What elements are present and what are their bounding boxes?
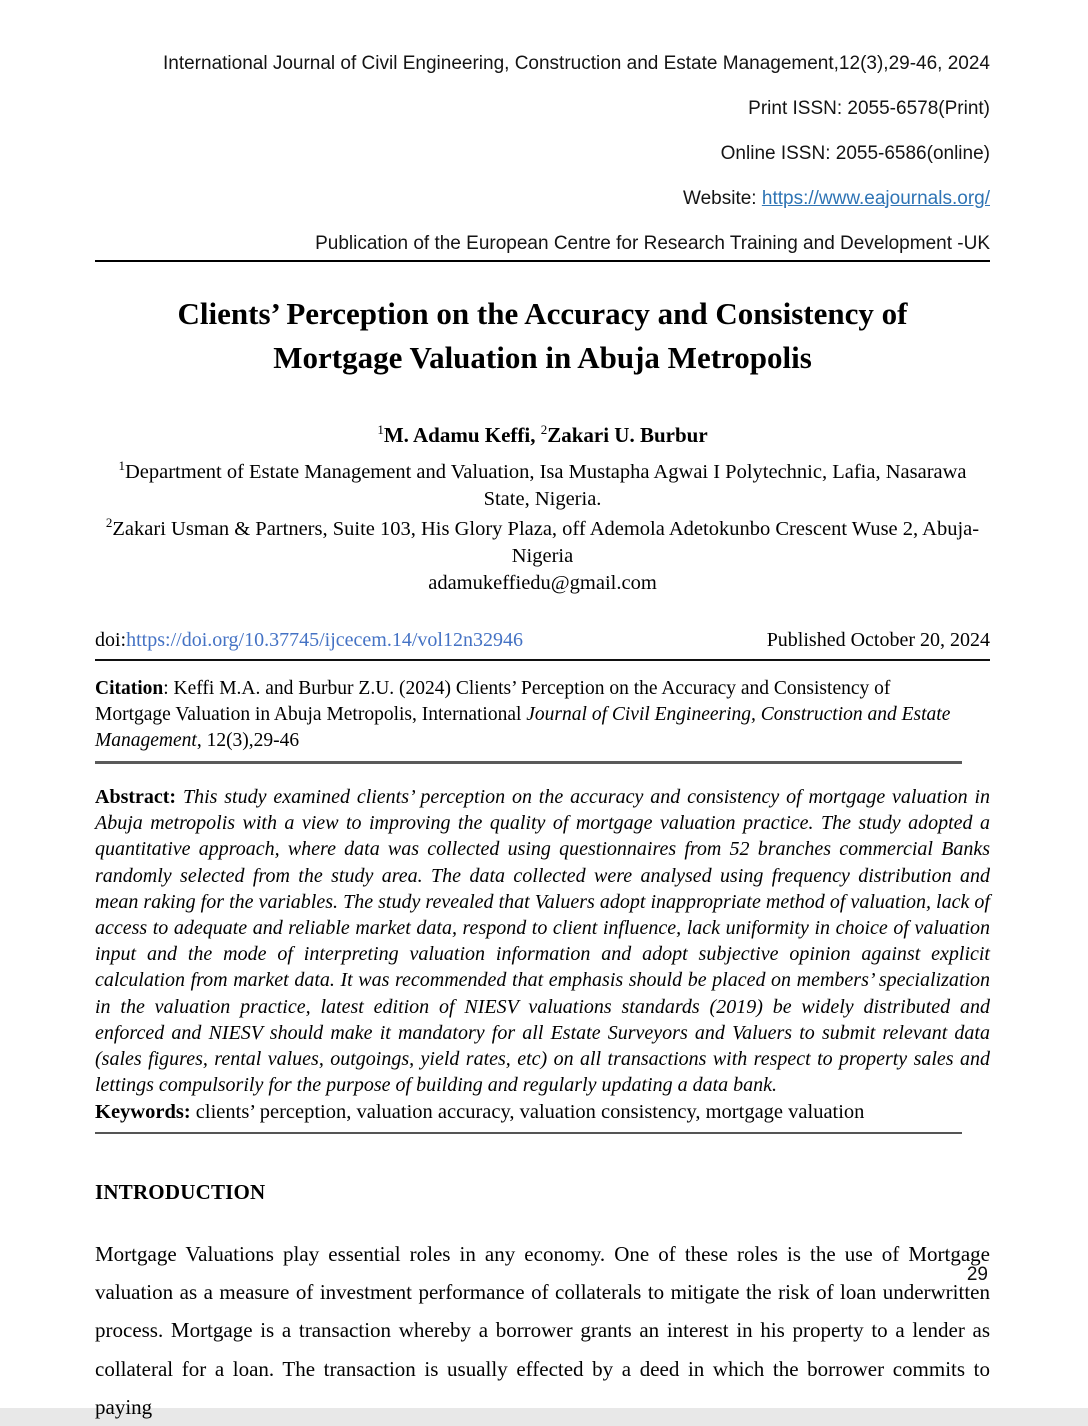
page-number: 29	[966, 1264, 988, 1285]
citation-journal-name: Journal of Civil Engineering, Construction and Estate Management	[95, 704, 951, 752]
journal-header	[95, 52, 990, 262]
affiliations-block	[95, 457, 990, 597]
introduction-paragraph: Mortgage Valuations play essential roles in any economy. One of these roles is the use of Mortgage valuation as a measure of investment performance of collaterals to mitigate the risk of loan underwritten process. Mortgage is a transaction whereby a borrower grants an interest in his property to a lender as collateral for a loan. The transaction is usually effected by a deed in which the borrower commits to paying	[95, 1241, 990, 1419]
author-email: adamukeffiedu@gmail.com	[428, 571, 657, 594]
doi-left	[95, 629, 523, 652]
affiliation-1-text: Department of Estate Management and Valuation, Isa Mustapha Agwai I Polytechnic, Lafia, Nasarawa State, Nigeria.	[124, 461, 967, 511]
publication-line: Publication of the European Centre for Research Training and Development -UK	[95, 232, 990, 262]
keywords-text: clients’ perception, valuation accuracy, valuation consistency, mortgage valuation	[195, 1101, 865, 1124]
abstract-block	[95, 784, 990, 1098]
doi-link[interactable]: https://doi.org/10.37745/ijcecem.14/vol12n32946	[126, 629, 523, 652]
citation-suffix: , 12(3),29-46	[196, 730, 300, 752]
authors-line	[95, 422, 990, 449]
author2-name: Zakari U. Burbur	[547, 423, 708, 448]
doi-label: doi:	[95, 629, 127, 652]
affiliation-2-superscript: 2	[105, 514, 113, 530]
author1-name: M. Adamu Keffi,	[383, 423, 536, 448]
author2-superscript: 2	[540, 422, 548, 438]
affiliation-1	[95, 457, 990, 513]
affiliation-2	[95, 514, 990, 570]
doi-row	[95, 629, 990, 661]
website-line	[95, 187, 990, 210]
keywords-label: Keywords:	[95, 1101, 191, 1124]
abstract-label: Abstract:	[95, 786, 177, 808]
website-label: Website:	[683, 188, 762, 209]
article-title-line2: Mortgage Valuation in Abuja Metropolis	[273, 340, 812, 376]
citation-block	[95, 676, 962, 764]
abstract-text: This study examined clients’ perception on the accuracy and consistency of mortgage valuation in Abuja metropolis with a view to improving the quality of mortgage valuation practice. The study adopted a quantitative approach, where data was collected using questionnaires from 52 branches commercial Banks randomly selected from the study area. The data collected were analysed using frequency distribution and mean raking for the variables. The study revealed that Valuers adopt inappropriate method of valuation, lack of access to adequate and reliable market data, respond to client influence, lack uniformity in choice of valuation input and the mode of interpreting valuation information and adopt subjective opinion against explicit calculation from market data. It was recommended that emphasis should be placed on members’ specialization in the valuation practice, latest edition of NIESV valuations standards (2019) be widely distributed and enforced and NIESV should make it mandatory for all Estate Surveyors and Valuers to submit relevant data (sales figures, rental values, outgoings, yield rates, etc) on all transactions with respect to property sales and lettings compulsorily for the purpose of building and regularly updating a data bank.	[95, 786, 991, 1097]
author1-superscript: 1	[377, 422, 384, 438]
citation-text: : Keffi M.A. and Burbur Z.U. (2024) Clients’ Perception on the Accuracy and Consistency of Mortgage Valuation in Abuja Metropolis, International	[95, 678, 891, 726]
keywords-line	[95, 1099, 962, 1134]
citation-label: Citation	[95, 678, 164, 700]
article-title-line1: Clients’ Perception on the Accuracy and Consistency of	[177, 296, 908, 331]
website-link[interactable]: https://www.eajournals.org/	[761, 188, 990, 209]
introduction-heading: INTRODUCTION	[95, 1179, 266, 1204]
published-date: Published October 20, 2024	[766, 629, 990, 652]
print-issn-line: Print ISSN: 2055-6578(Print)	[748, 98, 990, 119]
affiliation-2-text: Zakari Usman & Partners, Suite 103, His Glory Plaza, off Ademola Adetokunbo Crescent Wuse 2, Abuja-Nigeria	[112, 517, 980, 567]
article-title	[95, 292, 990, 380]
online-issn-line: Online ISSN: 2055-6586(online)	[720, 143, 990, 164]
affiliation-1-superscript: 1	[118, 458, 125, 474]
journal-title-line: International Journal of Civil Engineering, Construction and Estate Management,12(3),29-46, 2024	[162, 53, 990, 74]
